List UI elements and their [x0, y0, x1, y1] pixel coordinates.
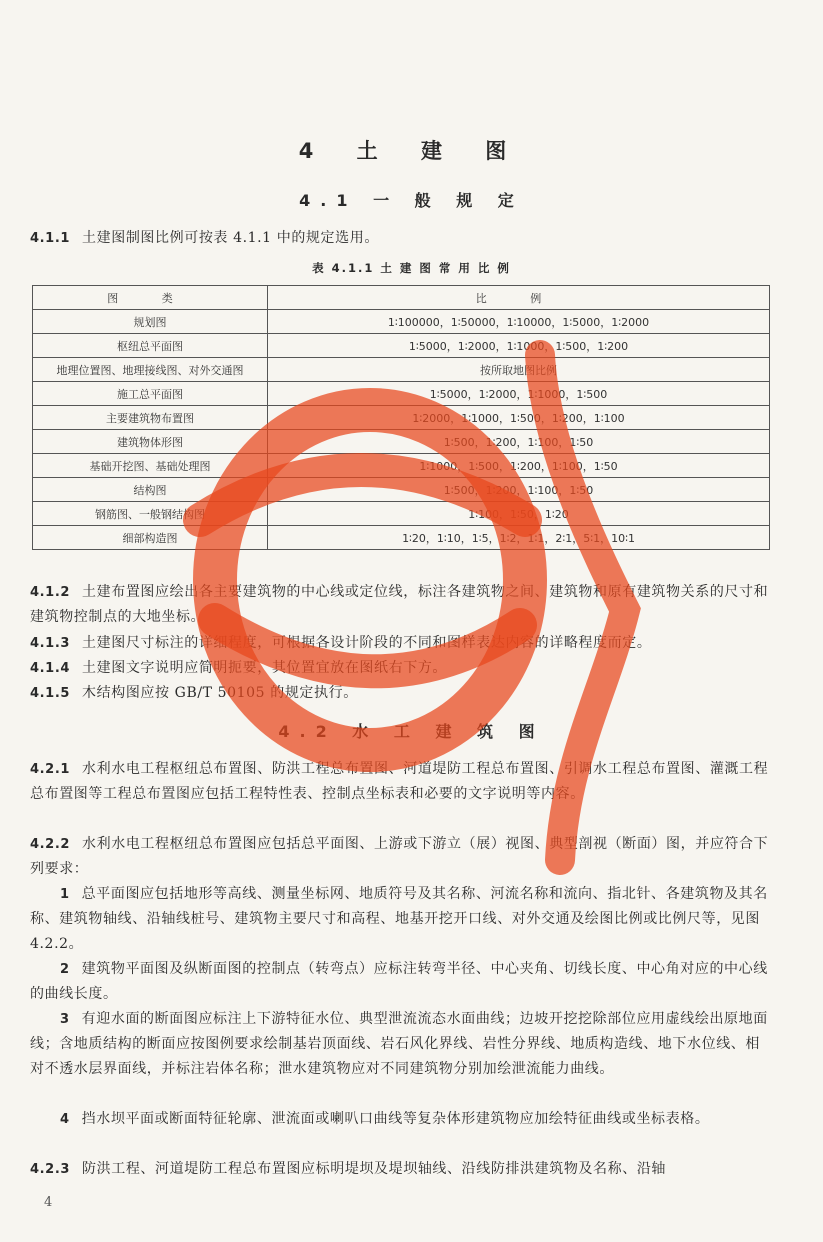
section-title-hydraulic-drawings: 4.2 水 工 建 筑 图 [278, 722, 545, 741]
page-number: 4 [44, 1195, 53, 1210]
table-row [33, 406, 770, 430]
clause-text: 木结构图应按 GB/T 50105 的规定执行。 [82, 685, 358, 701]
scale-table [32, 285, 770, 550]
requirement-item-1 [30, 882, 770, 957]
item-text: 总平面图应包括地形等高线、测量坐标网、地质符号及其名称、河流名称和流向、指北针、各建筑物及其名称、建筑物轴线、沿轴线桩号、建筑物主要尺寸和高程、地基开挖开口线、对外交通及绘图比例或比例尺等，见图 4.2.2。 [30, 886, 768, 952]
requirement-item-2 [30, 957, 770, 1007]
clause-number: 4.2.1 [30, 762, 71, 777]
clause-text: 土建图尺寸标注的详细程度，可根据各设计阶段的不同和图样表达内容的详略程度而定。 [82, 635, 652, 651]
drawing-type-cell: 基础开挖图、基础处理图 [33, 454, 268, 478]
header-scale: 比 例 [268, 286, 770, 310]
scale-cell: 1∶2000，1∶1000，1∶500，1∶200，1∶100 [268, 406, 770, 430]
clause-number: 4.1.1 [30, 231, 71, 246]
header-drawing-type: 图 类 [33, 286, 268, 310]
clause-4-2-3 [30, 1157, 770, 1182]
drawing-type-cell: 建筑物体形图 [33, 430, 268, 454]
clause-number: 4.2.3 [30, 1162, 71, 1177]
requirement-item-3 [30, 1007, 770, 1082]
table-caption: 表 4.1.1 土 建 图 常 用 比 例 [312, 261, 511, 275]
clause-text: 土建布置图应绘出各主要建筑物的中心线或定位线，标注各建筑物之间、建筑物和原有建筑物关系的尺寸和建筑物控制点的大地坐标。 [30, 584, 769, 625]
item-text: 有迎水面的断面图应标注上下游特征水位、典型泄流流态水面曲线；边坡开挖挖除部位应用虚线绘出原地面线；含地质结构的断面应按图例要求绘制基岩顶面线、岩石风化界线、岩性分界线、地质构造线、地下水位线、相对不透水层界面线，并标注岩体名称；泄水建筑物应对不同建筑物分别加绘泄流能力曲线。 [30, 1011, 768, 1077]
clause-4-1-4 [30, 656, 770, 681]
clause-text: 土建图文字说明应简明扼要，其位置宜放在图纸右下方。 [82, 660, 448, 676]
scale-cell: 1∶500，1∶200，1∶100，1∶50 [268, 430, 770, 454]
item-text: 挡水坝平面或断面特征轮廓、泄流面或喇叭口曲线等复杂体形建筑物应加绘特征曲线或坐标表格。 [81, 1111, 710, 1127]
clause-number: 4.1.5 [30, 686, 71, 701]
item-text: 建筑物平面图及纵断面图的控制点（转弯点）应标注转弯半径、中心夹角、切线长度、中心角对应的中心线的曲线长度。 [30, 961, 768, 1002]
scale-cell: 1∶100000，1∶50000，1∶10000，1∶5000，1∶2000 [268, 310, 770, 334]
table-row [33, 310, 770, 334]
scale-cell: 1∶500，1∶200，1∶100，1∶50 [268, 478, 770, 502]
item-number: 1 [60, 887, 70, 902]
drawing-type-cell: 结构图 [33, 478, 268, 502]
table-row [33, 334, 770, 358]
table-row [33, 478, 770, 502]
clause-text: 防洪工程、河道堤防工程总布置图应标明堤坝及堤坝轴线、沿线防排洪建筑物及名称、沿轴 [82, 1161, 667, 1177]
item-number: 3 [60, 1012, 70, 1027]
table-row [33, 430, 770, 454]
drawing-type-cell: 主要建筑物布置图 [33, 406, 268, 430]
chapter-title: 4 土 建 图 [298, 139, 525, 163]
item-number: 2 [60, 962, 70, 977]
drawing-type-cell: 地理位置图、地理接线图、对外交通图 [33, 358, 268, 382]
table-header-row [33, 286, 770, 310]
table-row [33, 526, 770, 550]
clause-text: 水利水电工程枢纽总布置图、防洪工程总布置图、河道堤防工程总布置图、引调水工程总布置图、灌溉工程总布置图等工程总布置图应包括工程特性表、控制点坐标表和必要的文字说明等内容。 [30, 761, 769, 802]
clause-text: 水利水电工程枢纽总布置图应包括总平面图、上游或下游立（展）视图、典型剖视（断面）图，并应符合下列要求： [30, 836, 769, 877]
drawing-type-cell: 枢纽总平面图 [33, 334, 268, 358]
drawing-type-cell: 施工总平面图 [33, 382, 268, 406]
scale-cell: 1∶100，1∶50，1∶20 [268, 502, 770, 526]
clause-4-1-5 [30, 681, 770, 706]
table-row [33, 382, 770, 406]
drawing-type-cell: 规划图 [33, 310, 268, 334]
table-row [33, 358, 770, 382]
table-row [33, 502, 770, 526]
clause-number: 4.1.4 [30, 661, 71, 676]
scale-cell: 1∶5000，1∶2000，1∶1000，1∶500 [268, 382, 770, 406]
clause-text: 土建图制图比例可按表 4.1.1 中的规定选用。 [82, 230, 379, 246]
drawing-type-cell: 钢筋图、一般钢结构图 [33, 502, 268, 526]
clause-4-2-1 [30, 757, 770, 807]
clause-number: 4.2.2 [30, 837, 71, 852]
clause-number: 4.1.3 [30, 636, 71, 651]
table-row [33, 454, 770, 478]
scale-cell: 1∶20，1∶10，1∶5，1∶2，1∶1，2∶1，5∶1，10∶1 [268, 526, 770, 550]
scale-cell: 1∶1000，1∶500，1∶200，1∶100，1∶50 [268, 454, 770, 478]
drawing-type-cell: 细部构造图 [33, 526, 268, 550]
clause-number: 4.1.2 [30, 585, 71, 600]
clause-4-1-3 [30, 631, 770, 656]
section-title-general-rules: 4.1 一 般 规 定 [299, 191, 524, 210]
requirement-item-4 [30, 1107, 770, 1132]
clause-4-1-2 [30, 580, 770, 630]
item-number: 4 [60, 1112, 70, 1127]
clause-4-2-2 [30, 832, 770, 882]
scale-cell: 1∶5000，1∶2000，1∶1000，1∶500，1∶200 [268, 334, 770, 358]
scale-cell: 按所取地图比例 [268, 358, 770, 382]
clause-4-1-1 [30, 226, 770, 251]
